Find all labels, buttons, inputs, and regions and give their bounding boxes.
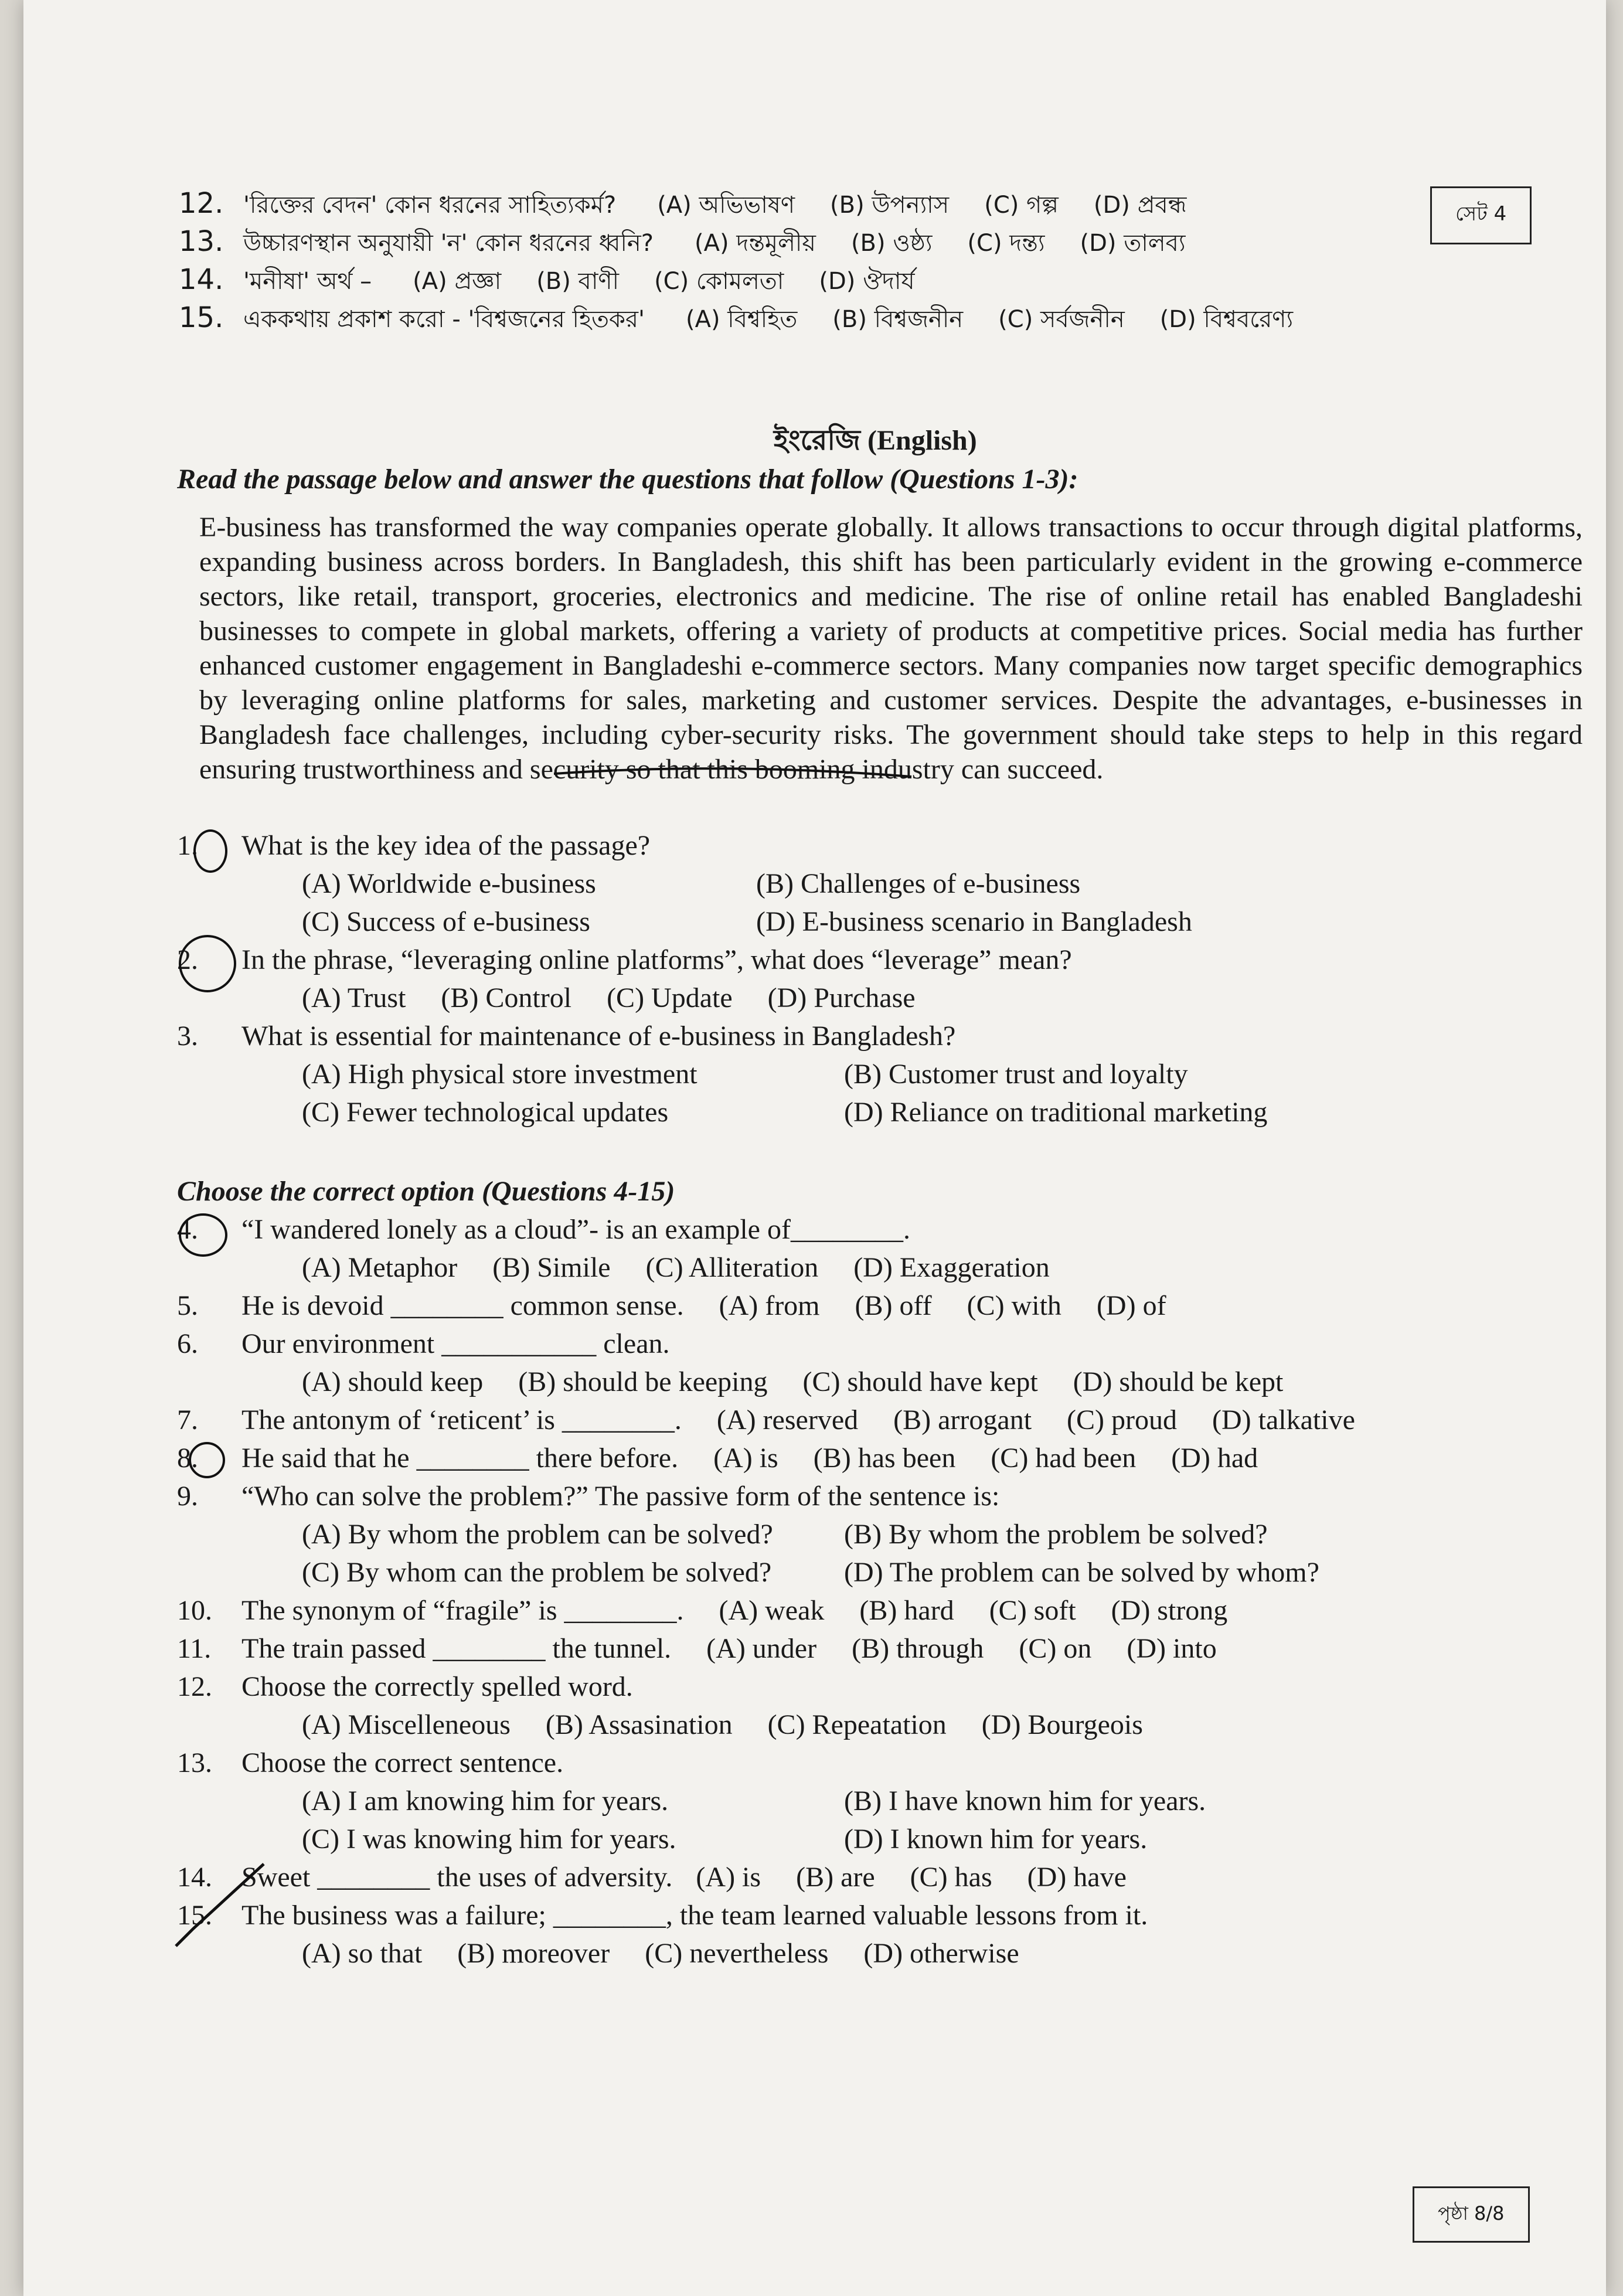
q3-option-c: (C) Fewer technological updates bbox=[302, 1097, 669, 1128]
bangla-question-15: 15. এককথায় প্রকাশ করো - 'বিশ্বজনের হিতকর' (A) বিশ্বহিত (B) বিশ্বজনীন (C) সর্বজনীন (D) বিশ্ববরেণ্য bbox=[179, 301, 1294, 334]
question-13: 13. Choose the correct sentence. bbox=[177, 1747, 564, 1778]
q2-options: (A) Trust (B) Control (C) Update (D) Purchase bbox=[302, 982, 916, 1013]
question-11: 11. The train passed ________ the tunnel. (A) under (B) through (C) on (D) into bbox=[177, 1633, 1217, 1664]
page-number: পৃষ্ঠা 8/8 bbox=[1413, 2186, 1530, 2243]
handwritten-circle-q4 bbox=[179, 1213, 227, 1257]
q12-options: (A) Miscelleneous (B) Assasination (C) Repeatation (D) Bourgeois bbox=[302, 1709, 1143, 1740]
q9-option-d: (D) The problem can be solved by whom? bbox=[844, 1557, 1319, 1588]
question-6: 6. Our environment ___________ clean. bbox=[177, 1328, 670, 1359]
question-3: 3. What is essential for maintenance of e-business in Bangladesh? bbox=[177, 1021, 956, 1052]
handwritten-underline bbox=[551, 759, 914, 783]
reading-passage: E-business has transformed the way companies operate globally. It allows transactions to occur through digital platforms, expanding business across borders. In Bangladesh, this shift has been particularly evident in the growing e-commerce sectors, like retail, transport, groceries, electronics and medicine. The rise of online retail has enabled Bangladeshi businesses to compete in global markets, offering a variety of products at competitive prices. Social media has further enhanced customer engagement in Bangladeshi e-commerce sectors. Many companies now target specific demographics by leveraging online platforms for sales, marketing and customer services. Despite the advantages, e-businesses in Bangladesh face challenges, including cyber-security risks. The government should take steps to help in this regard ensuring trustworthiness and security so that this booming industry can succeed. bbox=[199, 512, 1583, 785]
q9-option-b: (B) By whom the problem be solved? bbox=[844, 1519, 1268, 1550]
q3-option-d: (D) Reliance on traditional marketing bbox=[844, 1097, 1268, 1128]
handwritten-tick bbox=[170, 1858, 275, 1958]
q13-option-a: (A) I am knowing him for years. bbox=[302, 1785, 669, 1817]
q13-option-c: (C) I was knowing him for years. bbox=[302, 1824, 676, 1855]
q1-option-b: (B) Challenges of e-business bbox=[756, 868, 1081, 899]
question-1: 1. What is the key idea of the passage? bbox=[177, 830, 651, 861]
handwritten-circle-q1 bbox=[193, 829, 227, 873]
choose-instruction: Choose the correct option (Questions 4-15) bbox=[177, 1176, 675, 1207]
q1-option-d: (D) E-business scenario in Bangladesh bbox=[756, 906, 1192, 937]
q13-option-d: (D) I known him for years. bbox=[844, 1824, 1148, 1855]
handwritten-circle-q8 bbox=[189, 1442, 225, 1478]
q6-options: (A) should keep (B) should be keeping (C) should have kept (D) should be kept bbox=[302, 1366, 1284, 1397]
set-label: সেট 4 bbox=[1430, 186, 1532, 244]
question-8: 8. He said that he ________ there before. (A) is (B) has been (C) had been (D) had bbox=[177, 1443, 1258, 1474]
question-15: 15. The business was a failure; ________, the team learned valuable lessons from it. bbox=[177, 1900, 1148, 1931]
question-12: 12. Choose the correctly spelled word. bbox=[177, 1671, 633, 1702]
q13-option-b: (B) I have known him for years. bbox=[844, 1785, 1206, 1817]
question-5: 5. He is devoid ________ common sense. (A) from (B) off (C) with (D) of bbox=[177, 1290, 1166, 1321]
question-10: 10. The synonym of “fragile” is ________. (A) weak (B) hard (C) soft (D) strong bbox=[177, 1595, 1228, 1626]
question-4: 4. “I wandered lonely as a cloud”- is an example of________. bbox=[177, 1214, 910, 1245]
handwritten-circle-q2 bbox=[179, 935, 236, 992]
question-7: 7. The antonym of ‘reticent’ is ________. (A) reserved (B) arrogant (C) proud (D) talkative bbox=[177, 1404, 1355, 1436]
bangla-question-14: 14. 'মনীষা' অর্থ – (A) প্রজ্ঞা (B) বাণী (C) কোমলতা (D) ঔদার্য bbox=[179, 263, 915, 296]
q15-options: (A) so that (B) moreover (C) nevertheless (D) otherwise bbox=[302, 1938, 1019, 1969]
question-2: 2. In the phrase, “leveraging online platforms”, what does “leverage” mean? bbox=[177, 944, 1072, 975]
bangla-question-13: 13. উচ্চারণস্থান অনুযায়ী 'ন' কোন ধরনের ধ্বনি? (A) দন্তমূলীয় (B) ওষ্ঠ্য (C) দন্ত্য (D) তালব্য bbox=[179, 225, 1186, 258]
exam-page bbox=[23, 0, 1606, 2296]
q1-option-a: (A) Worldwide e-business bbox=[302, 868, 596, 899]
english-section-heading: ইংরেজি (English) bbox=[774, 425, 977, 456]
q3-option-b: (B) Customer trust and loyalty bbox=[844, 1059, 1188, 1090]
question-14: 14. Sweet ________ the uses of adversity. (A) is (B) are (C) has (D) have bbox=[177, 1862, 1127, 1893]
q3-option-a: (A) High physical store investment bbox=[302, 1059, 697, 1090]
q1-option-c: (C) Success of e-business bbox=[302, 906, 590, 937]
question-9: 9. “Who can solve the problem?” The passive form of the sentence is: bbox=[177, 1481, 1000, 1512]
q4-options: (A) Metaphor (B) Simile (C) Alliteration (D) Exaggeration bbox=[302, 1252, 1050, 1283]
q9-option-a: (A) By whom the problem can be solved? bbox=[302, 1519, 773, 1550]
q9-option-c: (C) By whom can the problem be solved? bbox=[302, 1557, 772, 1588]
bangla-question-12: 12. 'রিক্তের বেদন' কোন ধরনের সাহিত্যকর্ম? (A) অভিভাষণ (B) উপন্যাস (C) গল্প (D) প্রবন্ধ bbox=[179, 187, 1187, 220]
passage-instruction: Read the passage below and answer the questions that follow (Questions 1-3): bbox=[177, 464, 1078, 495]
